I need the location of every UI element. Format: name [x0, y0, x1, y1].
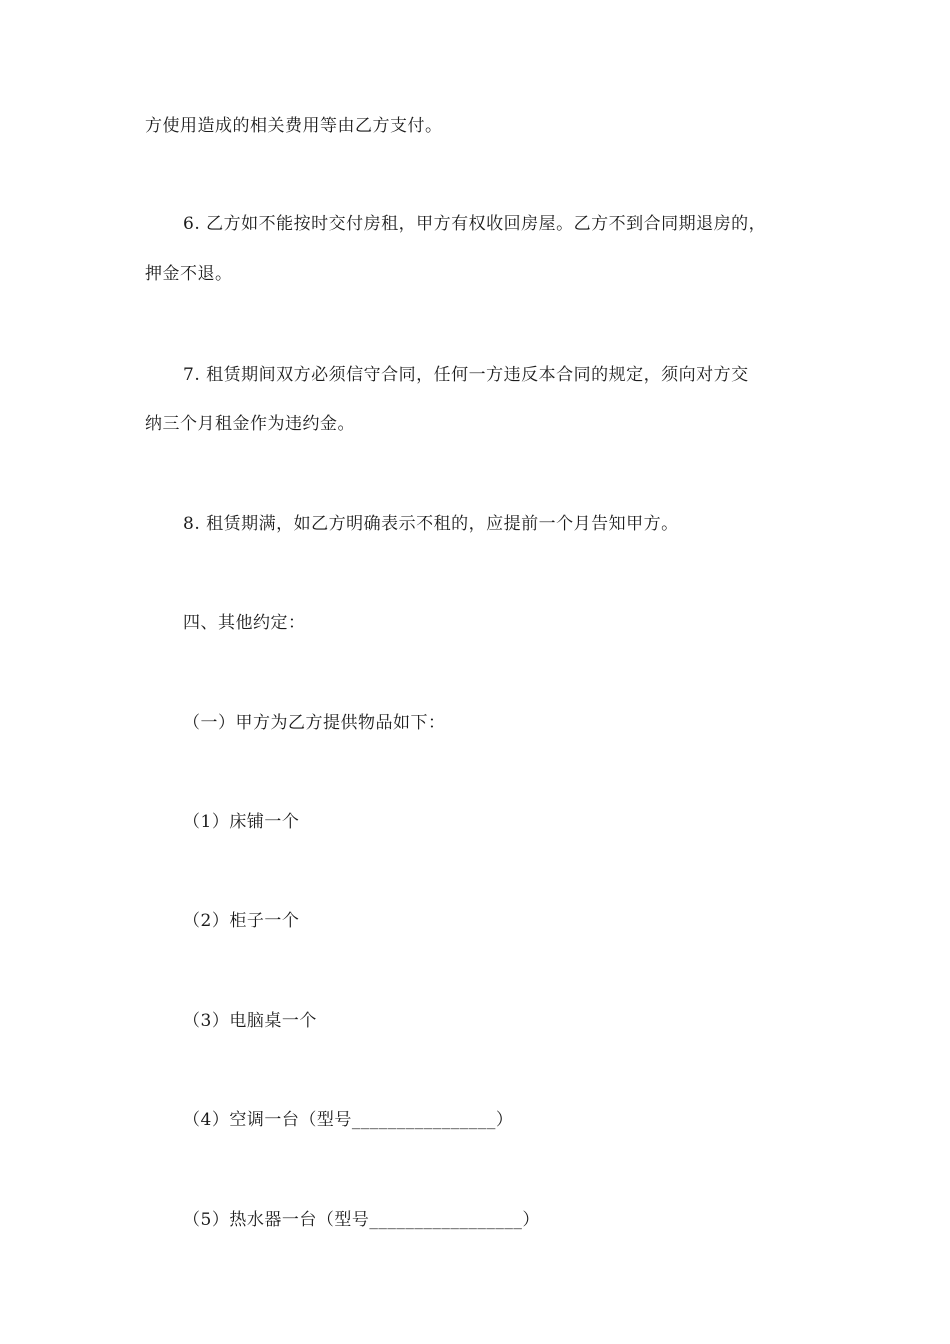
item-1-bed: （1）床铺一个: [183, 812, 300, 832]
section-4-heading: 四、其他约定：: [183, 613, 306, 633]
subsection-1-heading: （一）甲方为乙方提供物品如下：: [183, 713, 446, 733]
item-2-cabinet: （2）柜子一个: [183, 911, 300, 931]
clause-6-line-2: 押金不退。: [145, 264, 233, 284]
paragraph-line-fees: 方使用造成的相关费用等由乙方支付。: [145, 116, 443, 136]
clause-6-line-1: 6. 乙方如不能按时交付房租，甲方有权收回房屋。乙方不到合同期退房的，: [183, 214, 767, 234]
item-4-air-conditioner: （4）空调一台（型号________________）: [183, 1110, 514, 1130]
item-3-computer-desk: （3）电脑桌一个: [183, 1011, 317, 1031]
clause-7-line-1: 7. 租赁期间双方必须信守合同，任何一方违反本合同的规定，须向对方交: [183, 365, 749, 385]
clause-7-line-2: 纳三个月租金作为违约金。: [145, 414, 355, 434]
item-5-water-heater: （5）热水器一台（型号_________________）: [183, 1210, 540, 1230]
clause-8-line: 8. 租赁期满，如乙方明确表示不租的，应提前一个月告知甲方。: [183, 514, 679, 534]
